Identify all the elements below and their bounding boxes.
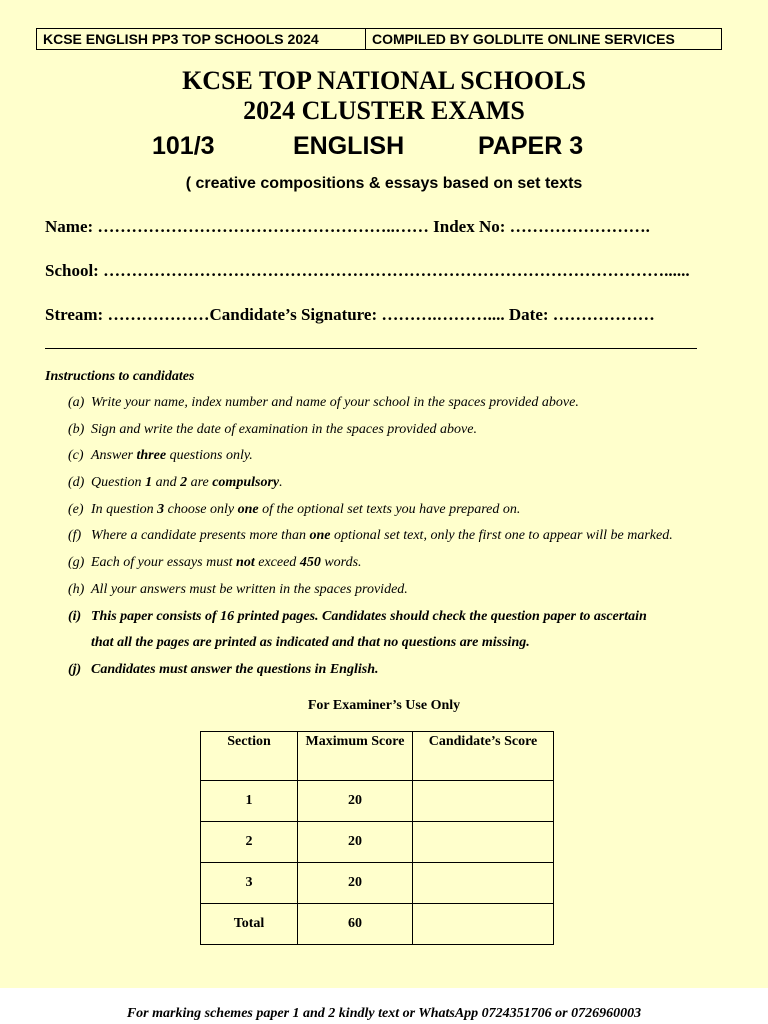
- footer-note: For marking schemes paper 1 and 2 kindly text or WhatsApp 0724351706 or 0726960003: [126, 1006, 642, 1021]
- paper-subtitle: ( creative compositions & essays based on set texts: [185, 175, 583, 192]
- score-cell[interactable]: [413, 781, 554, 822]
- instruction-e: (e) In question 3 choose only one of the optional set texts you have prepared on.: [68, 501, 521, 517]
- section-cell: Total: [201, 904, 298, 945]
- title-line-1: KCSE TOP NATIONAL SCHOOLS: [182, 66, 586, 95]
- table-row: [201, 863, 554, 904]
- table-row: [201, 822, 554, 863]
- instruction-d: (d) Question 1 and 2 are compulsory.: [68, 475, 283, 491]
- header-max-score: Maximum Score: [298, 732, 413, 781]
- table-header-row: [201, 732, 554, 781]
- section-cell: 1: [201, 781, 298, 822]
- divider: [45, 348, 697, 349]
- instruction-h: (h) All your answers must be written in the spaces provided.: [68, 581, 408, 597]
- instruction-j: (j) Candidates must answer the questions in English.: [68, 661, 379, 677]
- header-right: COMPILED BY GOLDLITE ONLINE SERVICES: [372, 31, 675, 47]
- instruction-c: (c) Answer three questions only.: [68, 448, 253, 464]
- max-cell: 20: [298, 863, 413, 904]
- score-cell[interactable]: [413, 863, 554, 904]
- table-row-total: [201, 904, 554, 945]
- instruction-i-continued: that all the pages are printed as indicated and that no questions are missing.: [91, 635, 530, 651]
- instruction-f: (f) Where a candidate presents more than one optional set text, only the first one to appear will be marked.: [68, 528, 673, 544]
- instruction-a: (a) Write your name, index number and name of your school in the spaces provided above.: [68, 395, 579, 410]
- examiner-score-table: [200, 731, 554, 945]
- section-cell: 3: [201, 863, 298, 904]
- paper-number: PAPER 3: [478, 132, 584, 160]
- title-line-2: 2024 CLUSTER EXAMS: [243, 96, 525, 125]
- stream-signature-date-field[interactable]: Stream: ………………Candidate’s Signature: ……….……….... Date: ………………: [45, 305, 655, 324]
- section-cell: 2: [201, 822, 298, 863]
- max-cell: 20: [298, 781, 413, 822]
- max-cell: 20: [298, 822, 413, 863]
- school-field[interactable]: School: ………………………………………………………………………………………......: [45, 261, 690, 280]
- header-candidate-score: Candidate’s Score: [413, 732, 554, 781]
- instructions-list: [68, 395, 748, 689]
- score-cell[interactable]: [413, 904, 554, 945]
- table-row: [201, 781, 554, 822]
- max-cell: 60: [298, 904, 413, 945]
- examiner-caption: For Examiner’s Use Only: [307, 698, 461, 713]
- header-left: KCSE ENGLISH PP3 TOP SCHOOLS 2024: [37, 29, 366, 49]
- instruction-g: (g) Each of your essays must not exceed 450 words.: [68, 555, 362, 571]
- paper-code: 101/3: [152, 132, 215, 160]
- instruction-b: (b) Sign and write the date of examination in the spaces provided above.: [68, 421, 477, 437]
- instructions-title: Instructions to candidates: [45, 369, 195, 384]
- name-index-field[interactable]: Name: ……………………………………………..…… Index No: …………………….: [45, 217, 650, 236]
- score-cell[interactable]: [413, 822, 554, 863]
- instruction-i: (i) This paper consists of 16 printed pages. Candidates should check the question paper to ascertain: [68, 608, 647, 624]
- header-box: [36, 28, 722, 50]
- header-section: Section: [201, 732, 298, 781]
- paper-subject: ENGLISH: [293, 132, 405, 160]
